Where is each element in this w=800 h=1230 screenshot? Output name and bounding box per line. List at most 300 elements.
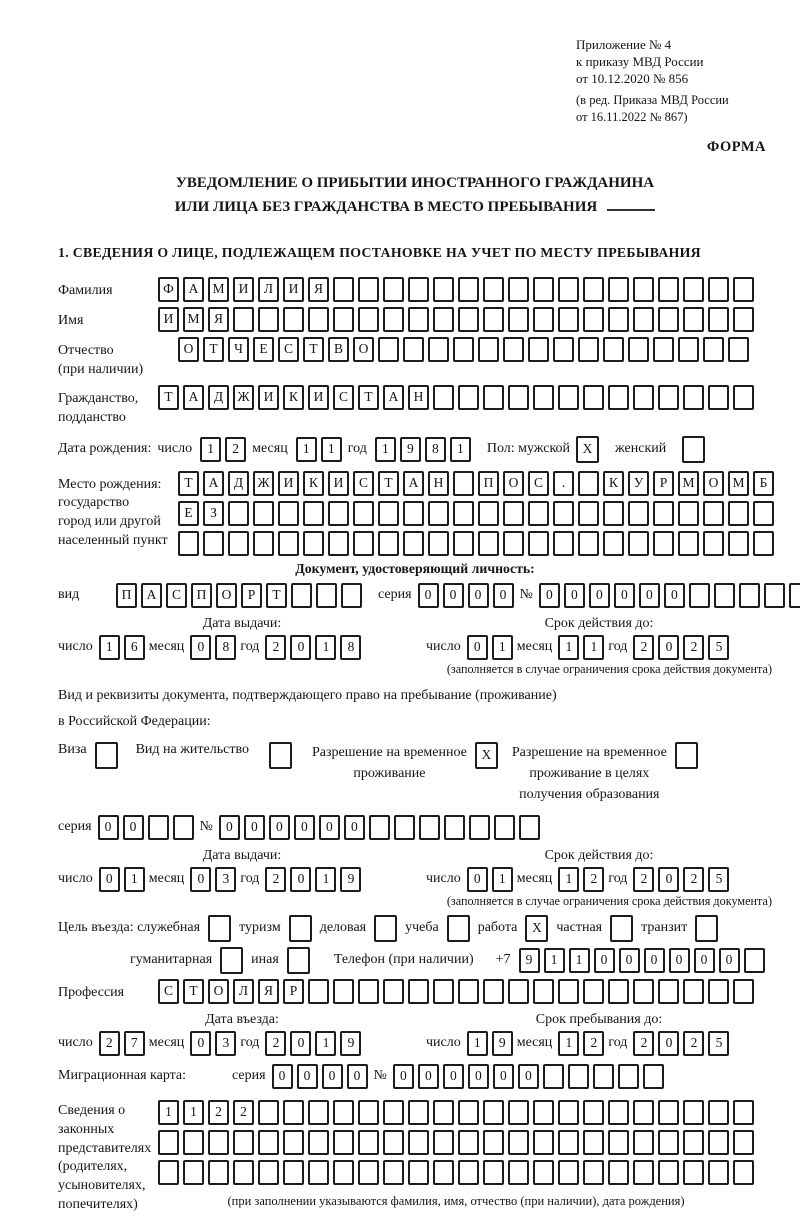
form-cell[interactable]: 0 [347, 1064, 368, 1089]
form-cell[interactable] [633, 385, 654, 410]
form-cell[interactable]: 2 [583, 1031, 604, 1056]
form-cell[interactable]: 2 [99, 1031, 120, 1056]
form-cell[interactable] [278, 531, 299, 556]
form-cell[interactable] [383, 277, 404, 302]
form-cell[interactable] [583, 1130, 604, 1155]
form-cell[interactable]: О [703, 471, 724, 496]
form-cell[interactable] [678, 337, 699, 362]
form-cell[interactable]: С [158, 979, 179, 1004]
form-cell[interactable] [341, 583, 362, 608]
form-cell[interactable]: Н [428, 471, 449, 496]
form-cell[interactable]: Т [378, 471, 399, 496]
form-cell[interactable] [403, 531, 424, 556]
form-cell[interactable] [633, 1160, 654, 1185]
form-cell[interactable] [378, 501, 399, 526]
form-cell[interactable] [458, 1160, 479, 1185]
form-cell[interactable] [303, 531, 324, 556]
form-cell[interactable] [383, 1100, 404, 1125]
form-cell[interactable] [316, 583, 337, 608]
form-cell[interactable]: X [576, 436, 599, 463]
form-cell[interactable]: 1 [315, 1031, 336, 1056]
form-cell[interactable] [508, 979, 529, 1004]
form-cell[interactable] [358, 1160, 379, 1185]
form-cell[interactable]: Т [358, 385, 379, 410]
form-cell[interactable]: Е [178, 501, 199, 526]
form-cell[interactable]: 0 [467, 635, 488, 660]
form-cell[interactable]: 0 [493, 583, 514, 608]
form-cell[interactable]: 0 [290, 1031, 311, 1056]
form-cell[interactable] [333, 307, 354, 332]
form-cell[interactable] [208, 1160, 229, 1185]
form-cell[interactable]: 0 [669, 948, 690, 973]
form-cell[interactable]: А [141, 583, 162, 608]
form-cell[interactable] [383, 979, 404, 1004]
form-cell[interactable]: А [403, 471, 424, 496]
form-cell[interactable] [478, 501, 499, 526]
form-cell[interactable] [708, 1100, 729, 1125]
form-cell[interactable]: Л [258, 277, 279, 302]
form-cell[interactable]: И [283, 277, 304, 302]
form-cell[interactable] [503, 531, 524, 556]
form-cell[interactable] [453, 531, 474, 556]
form-cell[interactable]: 1 [124, 867, 145, 892]
form-cell[interactable]: 0 [269, 815, 290, 840]
form-cell[interactable] [608, 277, 629, 302]
form-cell[interactable] [739, 583, 760, 608]
form-cell[interactable] [683, 979, 704, 1004]
form-cell[interactable] [283, 1100, 304, 1125]
form-cell[interactable] [353, 531, 374, 556]
form-cell[interactable]: 0 [619, 948, 640, 973]
form-cell[interactable]: И [258, 385, 279, 410]
form-cell[interactable]: Ф [158, 277, 179, 302]
form-cell[interactable] [433, 385, 454, 410]
form-cell[interactable] [728, 531, 749, 556]
form-cell[interactable] [458, 1130, 479, 1155]
form-cell[interactable]: Б [753, 471, 774, 496]
form-cell[interactable]: 1 [321, 437, 342, 462]
form-cell[interactable]: З [203, 501, 224, 526]
form-cell[interactable]: М [208, 277, 229, 302]
form-cell[interactable] [508, 1130, 529, 1155]
form-cell[interactable]: 0 [518, 1064, 539, 1089]
form-cell[interactable] [533, 1130, 554, 1155]
form-cell[interactable] [733, 979, 754, 1004]
form-cell[interactable] [789, 583, 800, 608]
form-cell[interactable] [433, 1160, 454, 1185]
form-cell[interactable] [658, 979, 679, 1004]
form-cell[interactable]: Ж [233, 385, 254, 410]
form-cell[interactable]: С [528, 471, 549, 496]
form-cell[interactable] [733, 1160, 754, 1185]
form-cell[interactable] [408, 1130, 429, 1155]
form-cell[interactable] [533, 307, 554, 332]
form-cell[interactable]: В [328, 337, 349, 362]
form-cell[interactable] [683, 1130, 704, 1155]
form-cell[interactable]: 0 [344, 815, 365, 840]
form-cell[interactable]: О [208, 979, 229, 1004]
form-cell[interactable] [228, 531, 249, 556]
form-cell[interactable]: 1 [492, 867, 513, 892]
form-cell[interactable]: 9 [340, 1031, 361, 1056]
form-cell[interactable] [610, 915, 633, 942]
form-cell[interactable] [675, 742, 698, 769]
form-cell[interactable]: М [678, 471, 699, 496]
form-cell[interactable]: 0 [297, 1064, 318, 1089]
form-cell[interactable] [583, 307, 604, 332]
form-cell[interactable]: Я [258, 979, 279, 1004]
form-cell[interactable] [308, 1130, 329, 1155]
form-cell[interactable]: 8 [340, 635, 361, 660]
form-cell[interactable]: 9 [340, 867, 361, 892]
form-cell[interactable]: Р [653, 471, 674, 496]
form-cell[interactable] [333, 979, 354, 1004]
form-cell[interactable]: 1 [569, 948, 590, 973]
form-cell[interactable] [308, 979, 329, 1004]
form-cell[interactable] [753, 501, 774, 526]
form-cell[interactable] [558, 1100, 579, 1125]
form-cell[interactable] [308, 307, 329, 332]
form-cell[interactable]: П [116, 583, 137, 608]
form-cell[interactable] [233, 1130, 254, 1155]
form-cell[interactable]: О [503, 471, 524, 496]
form-cell[interactable]: Д [228, 471, 249, 496]
form-cell[interactable] [558, 277, 579, 302]
form-cell[interactable] [483, 277, 504, 302]
form-cell[interactable] [683, 277, 704, 302]
form-cell[interactable] [764, 583, 785, 608]
form-cell[interactable] [633, 1130, 654, 1155]
form-cell[interactable] [458, 307, 479, 332]
form-cell[interactable] [628, 531, 649, 556]
form-cell[interactable]: 1 [467, 1031, 488, 1056]
form-cell[interactable] [658, 277, 679, 302]
form-cell[interactable]: О [178, 337, 199, 362]
form-cell[interactable] [583, 277, 604, 302]
form-cell[interactable] [383, 307, 404, 332]
form-cell[interactable] [469, 815, 490, 840]
form-cell[interactable] [593, 1064, 614, 1089]
form-cell[interactable] [553, 531, 574, 556]
form-cell[interactable]: 0 [272, 1064, 293, 1089]
form-cell[interactable]: 3 [215, 1031, 236, 1056]
form-cell[interactable] [558, 1160, 579, 1185]
form-cell[interactable]: Я [208, 307, 229, 332]
form-cell[interactable] [653, 501, 674, 526]
form-cell[interactable]: 8 [425, 437, 446, 462]
form-cell[interactable] [369, 815, 390, 840]
form-cell[interactable] [519, 815, 540, 840]
form-cell[interactable] [483, 1160, 504, 1185]
form-cell[interactable] [358, 1100, 379, 1125]
form-cell[interactable]: 2 [633, 1031, 654, 1056]
form-cell[interactable]: М [728, 471, 749, 496]
form-cell[interactable] [633, 277, 654, 302]
form-cell[interactable] [728, 501, 749, 526]
form-cell[interactable] [358, 307, 379, 332]
form-cell[interactable] [408, 979, 429, 1004]
form-cell[interactable]: 1 [158, 1100, 179, 1125]
form-cell[interactable] [383, 1160, 404, 1185]
form-cell[interactable]: 1 [558, 1031, 579, 1056]
form-cell[interactable] [533, 1160, 554, 1185]
form-cell[interactable] [428, 501, 449, 526]
form-cell[interactable]: Я [308, 277, 329, 302]
form-cell[interactable]: Л [233, 979, 254, 1004]
form-cell[interactable]: 1 [296, 437, 317, 462]
form-cell[interactable]: А [203, 471, 224, 496]
form-cell[interactable]: Р [283, 979, 304, 1004]
form-cell[interactable] [148, 815, 169, 840]
form-cell[interactable] [633, 1100, 654, 1125]
form-cell[interactable] [578, 471, 599, 496]
form-cell[interactable] [678, 501, 699, 526]
form-cell[interactable]: Ч [228, 337, 249, 362]
form-cell[interactable]: 0 [564, 583, 585, 608]
form-cell[interactable]: Р [241, 583, 262, 608]
form-cell[interactable] [208, 915, 231, 942]
form-cell[interactable]: П [191, 583, 212, 608]
form-cell[interactable] [583, 385, 604, 410]
form-cell[interactable] [408, 1100, 429, 1125]
form-cell[interactable]: 0 [98, 815, 119, 840]
form-cell[interactable] [628, 501, 649, 526]
form-cell[interactable] [403, 337, 424, 362]
form-cell[interactable]: 0 [99, 867, 120, 892]
form-cell[interactable] [408, 1160, 429, 1185]
form-cell[interactable] [714, 583, 735, 608]
form-cell[interactable]: 0 [418, 583, 439, 608]
form-cell[interactable] [618, 1064, 639, 1089]
form-cell[interactable] [533, 979, 554, 1004]
form-cell[interactable] [744, 948, 765, 973]
form-cell[interactable] [543, 1064, 564, 1089]
form-cell[interactable] [447, 915, 470, 942]
form-cell[interactable]: 2 [233, 1100, 254, 1125]
form-cell[interactable] [433, 1130, 454, 1155]
form-cell[interactable] [678, 531, 699, 556]
form-cell[interactable]: С [353, 471, 374, 496]
form-cell[interactable] [658, 1160, 679, 1185]
form-cell[interactable]: 2 [265, 1031, 286, 1056]
form-cell[interactable] [603, 337, 624, 362]
form-cell[interactable] [408, 277, 429, 302]
form-cell[interactable] [378, 531, 399, 556]
form-cell[interactable] [258, 307, 279, 332]
form-cell[interactable] [233, 307, 254, 332]
form-cell[interactable]: 1 [200, 437, 221, 462]
form-cell[interactable]: 6 [124, 635, 145, 660]
form-cell[interactable] [558, 1130, 579, 1155]
form-cell[interactable] [708, 1160, 729, 1185]
form-cell[interactable] [753, 531, 774, 556]
form-cell[interactable] [578, 531, 599, 556]
form-cell[interactable] [583, 979, 604, 1004]
form-cell[interactable]: 0 [658, 1031, 679, 1056]
form-cell[interactable] [733, 1100, 754, 1125]
form-cell[interactable] [444, 815, 465, 840]
form-cell[interactable]: 9 [492, 1031, 513, 1056]
form-cell[interactable]: К [603, 471, 624, 496]
form-cell[interactable] [578, 501, 599, 526]
form-cell[interactable] [658, 307, 679, 332]
form-cell[interactable] [287, 947, 310, 974]
form-cell[interactable]: О [353, 337, 374, 362]
form-cell[interactable]: X [525, 915, 548, 942]
form-cell[interactable] [508, 1100, 529, 1125]
form-cell[interactable]: Т [303, 337, 324, 362]
form-cell[interactable] [578, 337, 599, 362]
form-cell[interactable]: Ж [253, 471, 274, 496]
form-cell[interactable] [683, 307, 704, 332]
form-cell[interactable] [328, 531, 349, 556]
form-cell[interactable] [333, 1160, 354, 1185]
form-cell[interactable] [608, 1130, 629, 1155]
form-cell[interactable]: И [308, 385, 329, 410]
form-cell[interactable] [358, 979, 379, 1004]
form-cell[interactable] [603, 501, 624, 526]
form-cell[interactable] [608, 307, 629, 332]
form-cell[interactable] [703, 337, 724, 362]
form-cell[interactable]: У [628, 471, 649, 496]
form-cell[interactable] [283, 1130, 304, 1155]
form-cell[interactable] [328, 501, 349, 526]
form-cell[interactable] [95, 742, 118, 769]
form-cell[interactable]: 0 [467, 867, 488, 892]
form-cell[interactable] [433, 979, 454, 1004]
form-cell[interactable] [533, 385, 554, 410]
form-cell[interactable]: 7 [124, 1031, 145, 1056]
form-cell[interactable]: А [183, 277, 204, 302]
form-cell[interactable] [733, 277, 754, 302]
form-cell[interactable] [308, 1100, 329, 1125]
form-cell[interactable] [178, 531, 199, 556]
form-cell[interactable] [653, 531, 674, 556]
form-cell[interactable]: 0 [219, 815, 240, 840]
form-cell[interactable] [633, 307, 654, 332]
form-cell[interactable] [433, 277, 454, 302]
form-cell[interactable]: К [283, 385, 304, 410]
form-cell[interactable] [708, 277, 729, 302]
form-cell[interactable] [483, 1100, 504, 1125]
form-cell[interactable] [291, 583, 312, 608]
form-cell[interactable] [503, 501, 524, 526]
form-cell[interactable] [494, 815, 515, 840]
form-cell[interactable] [728, 337, 749, 362]
form-cell[interactable]: 2 [208, 1100, 229, 1125]
form-cell[interactable] [458, 277, 479, 302]
form-cell[interactable]: 2 [583, 867, 604, 892]
form-cell[interactable] [158, 1130, 179, 1155]
form-cell[interactable]: 0 [393, 1064, 414, 1089]
form-cell[interactable]: О [216, 583, 237, 608]
form-cell[interactable] [703, 501, 724, 526]
form-cell[interactable] [433, 1100, 454, 1125]
form-cell[interactable] [258, 1100, 279, 1125]
form-cell[interactable] [333, 1130, 354, 1155]
form-cell[interactable] [708, 1130, 729, 1155]
form-cell[interactable] [553, 337, 574, 362]
form-cell[interactable]: 0 [443, 583, 464, 608]
form-cell[interactable]: Н [408, 385, 429, 410]
form-cell[interactable]: 1 [492, 635, 513, 660]
form-cell[interactable] [478, 531, 499, 556]
form-cell[interactable] [233, 1160, 254, 1185]
form-cell[interactable]: 1 [315, 635, 336, 660]
form-cell[interactable]: И [278, 471, 299, 496]
form-cell[interactable]: 8 [215, 635, 236, 660]
form-cell[interactable]: 0 [658, 635, 679, 660]
form-cell[interactable] [283, 1160, 304, 1185]
form-cell[interactable]: 1 [544, 948, 565, 973]
form-cell[interactable]: 1 [583, 635, 604, 660]
form-cell[interactable]: 1 [99, 635, 120, 660]
form-cell[interactable] [419, 815, 440, 840]
form-cell[interactable] [658, 1130, 679, 1155]
form-cell[interactable]: Т [183, 979, 204, 1004]
form-cell[interactable] [628, 337, 649, 362]
form-cell[interactable]: 1 [450, 437, 471, 462]
form-cell[interactable] [258, 1160, 279, 1185]
form-cell[interactable]: И [233, 277, 254, 302]
form-cell[interactable] [583, 1100, 604, 1125]
form-cell[interactable] [558, 307, 579, 332]
form-cell[interactable] [508, 1160, 529, 1185]
form-cell[interactable] [158, 1160, 179, 1185]
form-cell[interactable]: 0 [443, 1064, 464, 1089]
form-cell[interactable]: 2 [265, 635, 286, 660]
form-cell[interactable]: 0 [644, 948, 665, 973]
form-cell[interactable] [353, 501, 374, 526]
form-cell[interactable] [278, 501, 299, 526]
form-cell[interactable] [173, 815, 194, 840]
form-cell[interactable] [428, 531, 449, 556]
form-cell[interactable] [683, 1100, 704, 1125]
form-cell[interactable] [483, 307, 504, 332]
form-cell[interactable]: А [383, 385, 404, 410]
form-cell[interactable] [408, 307, 429, 332]
form-cell[interactable]: П [478, 471, 499, 496]
form-cell[interactable] [358, 1130, 379, 1155]
form-cell[interactable]: 9 [400, 437, 421, 462]
form-cell[interactable] [528, 531, 549, 556]
form-cell[interactable] [658, 1100, 679, 1125]
form-cell[interactable]: 5 [708, 1031, 729, 1056]
form-cell[interactable] [653, 337, 674, 362]
form-cell[interactable]: 3 [215, 867, 236, 892]
form-cell[interactable]: 0 [190, 1031, 211, 1056]
form-cell[interactable]: 0 [290, 635, 311, 660]
form-cell[interactable] [733, 1130, 754, 1155]
form-cell[interactable]: Т [266, 583, 287, 608]
form-cell[interactable] [528, 337, 549, 362]
form-cell[interactable]: Е [253, 337, 274, 362]
form-cell[interactable]: С [333, 385, 354, 410]
form-cell[interactable]: 0 [322, 1064, 343, 1089]
form-cell[interactable] [208, 1130, 229, 1155]
form-cell[interactable]: 0 [468, 583, 489, 608]
form-cell[interactable] [183, 1160, 204, 1185]
form-cell[interactable] [658, 385, 679, 410]
form-cell[interactable] [633, 979, 654, 1004]
form-cell[interactable] [203, 531, 224, 556]
form-cell[interactable]: 0 [719, 948, 740, 973]
form-cell[interactable]: 0 [493, 1064, 514, 1089]
form-cell[interactable]: 0 [589, 583, 610, 608]
form-cell[interactable] [433, 307, 454, 332]
form-cell[interactable] [258, 1130, 279, 1155]
form-cell[interactable] [308, 1160, 329, 1185]
